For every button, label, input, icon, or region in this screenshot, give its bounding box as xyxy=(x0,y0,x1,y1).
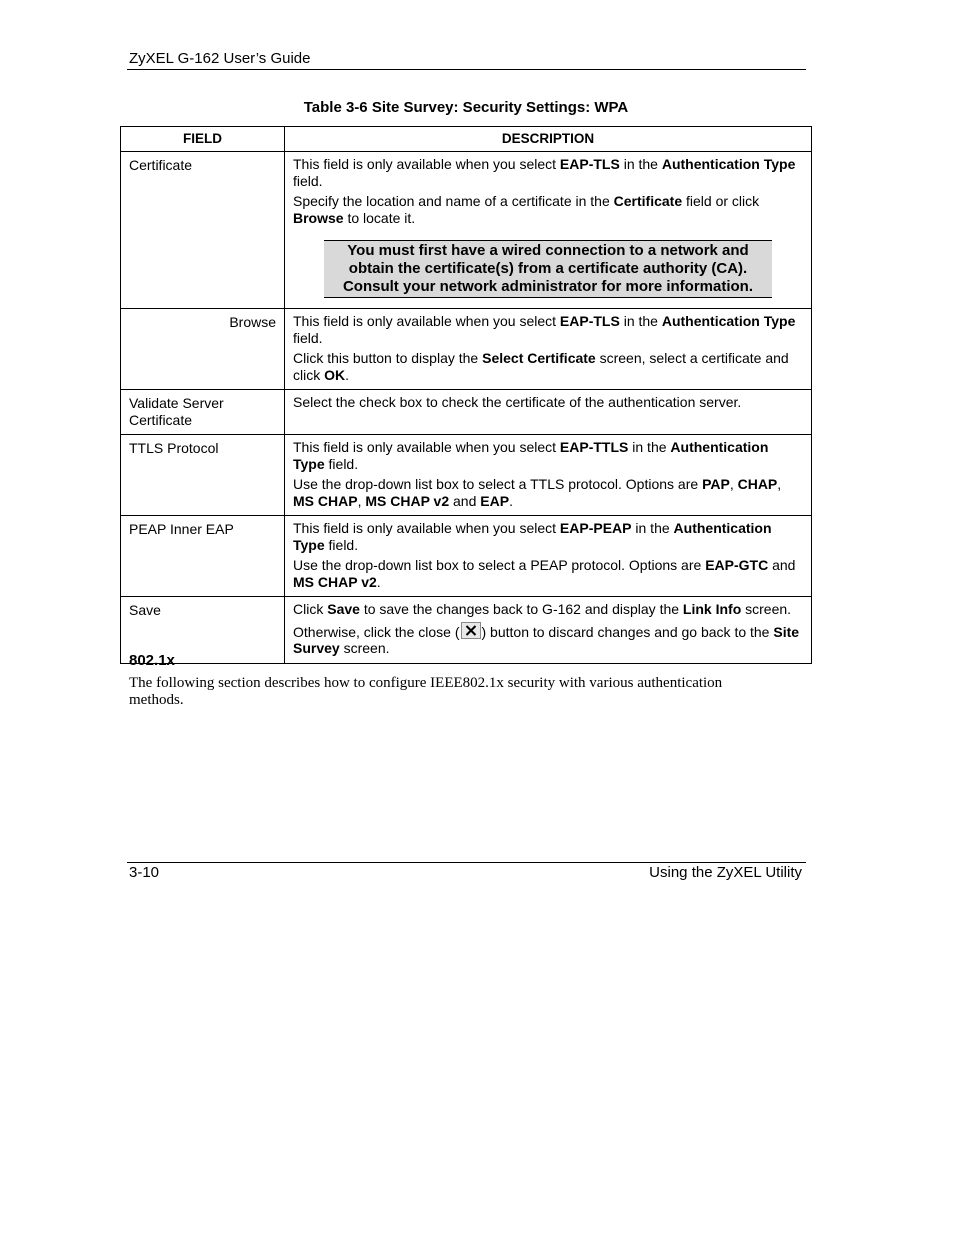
header-title: ZyXEL G-162 User’s Guide xyxy=(129,50,311,67)
text-run: This field is only available when you select xyxy=(293,313,560,329)
header-rule xyxy=(127,69,806,70)
text-run: . xyxy=(509,492,513,509)
field-description xyxy=(285,516,812,597)
bold-term: Certificate xyxy=(613,193,683,209)
bold-term: MS CHAP v2 xyxy=(293,573,377,590)
text-run: , xyxy=(777,476,782,492)
text-run: field. xyxy=(293,172,323,189)
text-run: . xyxy=(345,366,350,383)
bold-term: PAP xyxy=(702,476,730,492)
table-row xyxy=(121,516,812,597)
text-run: Select the check box to check the certificate of the authentication server. xyxy=(293,394,742,410)
bold-term: MS CHAP v2 xyxy=(365,492,450,509)
bold-term: EAP xyxy=(480,492,510,509)
text-run: , xyxy=(729,476,738,492)
text-run: This field is only available when you select xyxy=(293,156,560,172)
text-run: to save the changes back to G-162 and display the xyxy=(359,601,683,617)
bold-term: Authentication Type xyxy=(661,313,796,329)
section-heading: 802.1x xyxy=(129,652,175,669)
text-run: and xyxy=(768,557,796,573)
text-run: Specify the location and name of a certificate in the xyxy=(293,193,614,209)
text-run: field. xyxy=(293,329,323,346)
field-name: Certificate xyxy=(121,152,285,309)
text-run: ) button to discard changes and go back to the xyxy=(481,623,774,640)
bold-term: MS CHAP xyxy=(293,492,358,509)
text-run: Click this button to display the xyxy=(293,350,483,366)
text-run: field. xyxy=(324,455,359,472)
bold-term: EAP-GTC xyxy=(705,557,769,573)
text-run: . xyxy=(376,573,381,590)
description-paragraph xyxy=(293,622,803,657)
column-header-field: FIELD xyxy=(121,127,285,152)
table-row xyxy=(121,435,812,516)
table-caption: Table 3-6 Site Survey: Security Settings: WPA xyxy=(303,99,629,116)
description-paragraph xyxy=(293,476,803,509)
field-name: Validate Server Certificate xyxy=(121,390,285,435)
footer-page-number: 3-10 xyxy=(129,864,160,881)
text-run: in the xyxy=(619,156,662,172)
bold-term: Browse xyxy=(293,209,344,226)
text-run: Use the drop-down list box to select a PEAP protocol. Options are xyxy=(293,557,706,573)
footer-rule xyxy=(127,862,806,863)
text-run: field or click xyxy=(682,193,760,209)
bold-term: EAP-TTLS xyxy=(559,439,629,455)
description-paragraph xyxy=(293,313,803,346)
text-run: field. xyxy=(324,536,359,553)
bold-term: EAP-TLS xyxy=(559,313,620,329)
bold-term: Authentication Type xyxy=(661,156,796,172)
table-header-row xyxy=(121,127,812,152)
footer-chapter-title: Using the ZyXEL Utility xyxy=(649,864,802,881)
table-row xyxy=(121,597,812,664)
bold-term: CHAP xyxy=(737,476,778,492)
field-description xyxy=(285,435,812,516)
table-row xyxy=(121,309,812,390)
text-run: Otherwise, click the close ( xyxy=(293,623,460,640)
field-description xyxy=(285,309,812,390)
bold-term: Link Info xyxy=(682,601,742,617)
field-description xyxy=(285,390,812,435)
description-paragraph xyxy=(293,439,803,472)
description-paragraph xyxy=(293,156,803,189)
section-body: The following section describes how to configure IEEE802.1x security with various authentication methods. xyxy=(129,675,723,708)
description-paragraph xyxy=(293,601,803,618)
field-name: Browse xyxy=(121,309,285,390)
bold-term: EAP-PEAP xyxy=(559,520,632,536)
bold-term: Select Certificate xyxy=(482,350,596,366)
text-run: screen. xyxy=(741,601,792,617)
bold-term: Authentication Type xyxy=(293,439,769,472)
text-run: in the xyxy=(628,439,671,455)
description-paragraph xyxy=(293,520,803,553)
text-run: to locate it. xyxy=(343,209,416,226)
note-box: You must first have a wired connection to a network and obtain the certificate(s) from a certificate authority (CA). Consult your network administrator for more information. xyxy=(324,240,772,298)
bold-term: EAP-TLS xyxy=(559,156,620,172)
description-paragraph xyxy=(293,394,803,411)
text-run: This field is only available when you select xyxy=(293,520,560,536)
description-paragraph xyxy=(293,350,803,383)
text-run: This field is only available when you select xyxy=(293,439,560,455)
table-body xyxy=(121,152,812,664)
field-name: Save xyxy=(121,597,285,664)
table-row xyxy=(121,390,812,435)
column-header-description: DESCRIPTION xyxy=(285,127,812,152)
description-paragraph xyxy=(293,557,803,590)
field-name: PEAP Inner EAP xyxy=(121,516,285,597)
field-description xyxy=(285,152,812,309)
text-run: and xyxy=(449,492,481,509)
text-run: in the xyxy=(631,520,674,536)
table-row xyxy=(121,152,812,309)
close-icon xyxy=(461,622,481,639)
text-run: screen. xyxy=(339,640,390,656)
bold-term: Save xyxy=(327,601,360,617)
text-run: Click xyxy=(293,601,328,617)
bold-term: Authentication Type xyxy=(293,520,772,553)
bold-term: Site Survey xyxy=(293,623,800,656)
description-paragraph xyxy=(293,193,803,226)
bold-term: OK xyxy=(324,366,346,383)
settings-table xyxy=(120,126,812,664)
text-run: screen, select a certificate and click xyxy=(293,350,789,383)
text-run: Use the drop-down list box to select a TTLS protocol. Options are xyxy=(293,476,703,492)
field-name: TTLS Protocol xyxy=(121,435,285,516)
field-description xyxy=(285,597,812,664)
text-run: in the xyxy=(619,313,662,329)
text-run: , xyxy=(357,492,366,509)
